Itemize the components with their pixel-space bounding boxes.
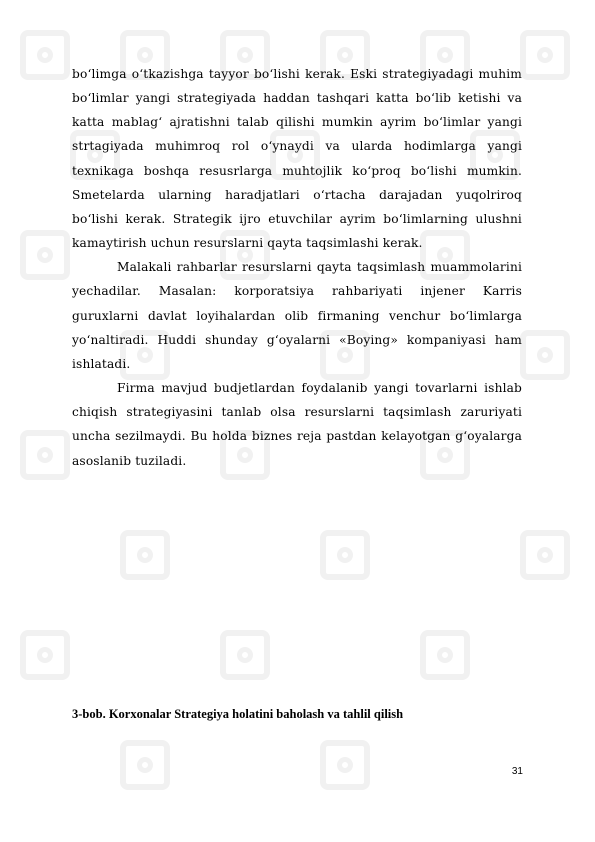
paragraph: Firma mavjud budjetlardan foydalanib yangi tovarlarni ishlab chiqish strategiyasini tanlab olsa resurslarni taqsimlash zaruriyati uncha sezilmaydi. Bu holda biznes reja pastdan kelayotgan g‘oyalarga asoslanib tuziladi.: [72, 381, 522, 468]
watermark-logo: [20, 230, 70, 280]
watermark-logo: [520, 530, 570, 580]
paragraph: bo‘limga o‘tkazishga tayyor bo‘lishi kerak. Eski strategiyadagi muhim bo‘limlar yangi strategiyada haddan tashqari katta bo‘lib ketishi va katta mablag‘ ajratishni talab qilishi mumkin ayrim bo‘limlar yangi strtagiyada muhimroq rol o‘ynaydi va ularda hodimlarga yangi texnikaga boshqa resusrlarga muhtojlik ko‘proq bo‘lishi mumkin. Smetelarda ularning haradjatlari o‘rtacha darajadan yuqolriroq bo‘lishi kerak. Strategik ijro etuvchilar ayrim bo‘limlarning ulushni kamaytirish uchun resurslarni qayta taqsimlashi kerak.: [72, 67, 522, 251]
watermark-logo: [220, 630, 270, 680]
watermark-logo: [120, 740, 170, 790]
watermark-logo: [20, 30, 70, 80]
watermark-logo: [320, 740, 370, 790]
watermark-logo: [320, 530, 370, 580]
body-text: [72, 62, 522, 473]
chapter-heading: 3-bob. Korxonalar Strategiya holatini baholash va tahlil qilish: [72, 707, 404, 721]
watermark-logo: [120, 530, 170, 580]
watermark-logo: [20, 630, 70, 680]
watermark-logo: [520, 330, 570, 380]
paragraph: Malakali rahbarlar resurslarni qayta taqsimlash muammolarini yechadilar. Masalan: korporatsiya rahbariyati injener Karris guruxlarni davlat loyihalardan olib firmaning venchur bo‘limlarga yo‘naltiradi. Huddi shunday g‘oyalarni «Boying» kompaniyasi ham ishlatadi.: [72, 260, 522, 371]
watermark-logo: [20, 430, 70, 480]
watermark-logo: [420, 630, 470, 680]
watermark-logo: [520, 30, 570, 80]
page-number: 31: [511, 766, 523, 777]
